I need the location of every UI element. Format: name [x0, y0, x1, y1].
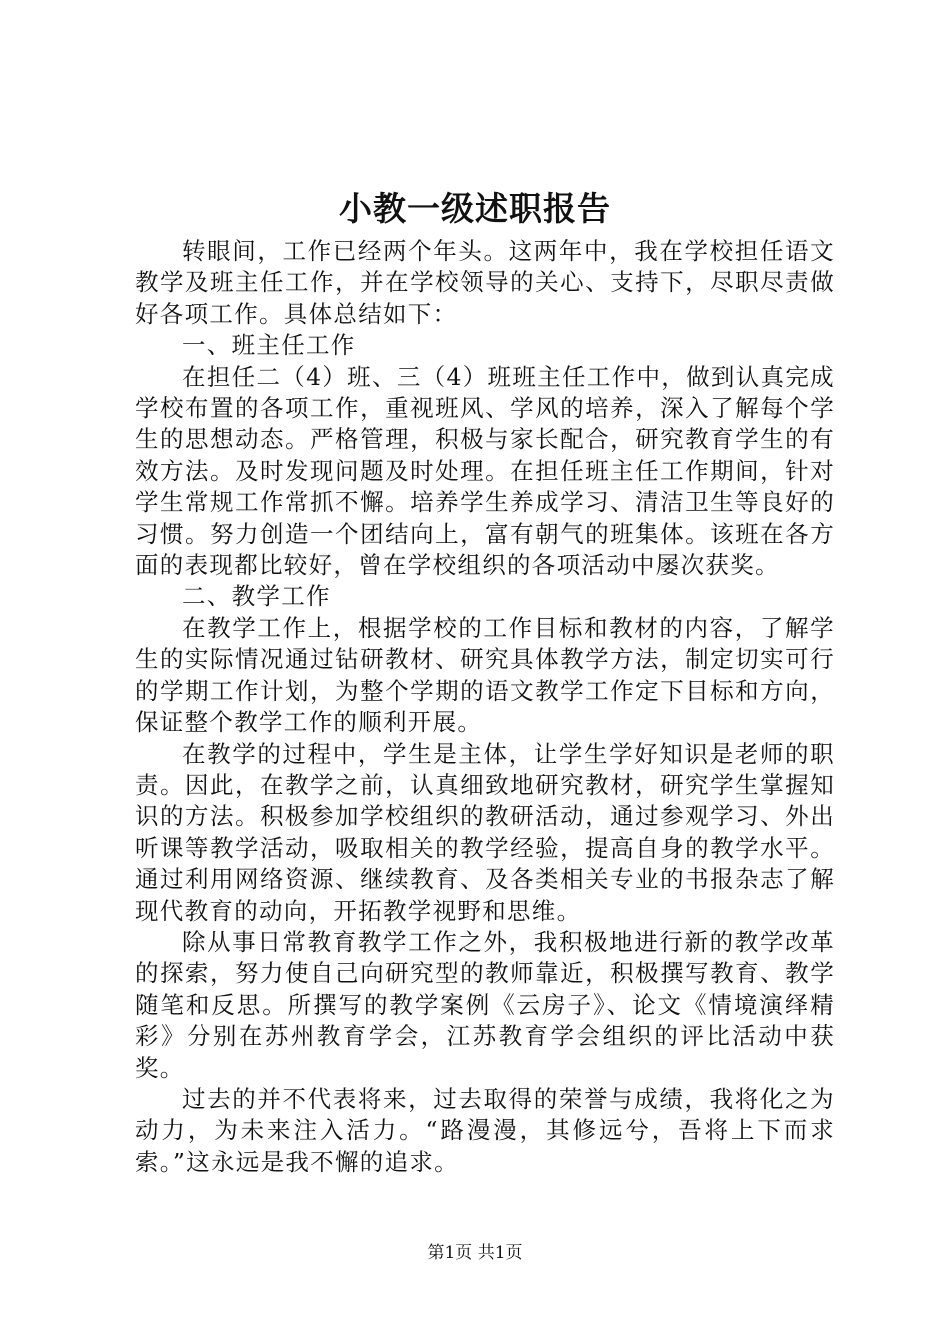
section-heading-teaching: 二、教学工作: [182, 582, 331, 611]
document-title: 小教一级述职报告: [339, 189, 611, 228]
document-body: [135, 236, 835, 1178]
paragraph-teaching-reform: 除从事日常教育教学工作之外，我积极地进行新的教学改革的探索，努力使自己向研究型的教师靠近，积极撰写教育、教学随笔和反思。所撰写的教学案例《云房子》、论文《情境演绎精彩》分别在苏州教育学会，江苏教育学会组织的评比活动中获奖。: [135, 927, 835, 1082]
paragraph-intro: 转眼间，工作已经两个年头。这两年中，我在学校担任语文教学及班主任工作，并在学校领导的关心、支持下，尽职尽责做好各项工作。具体总结如下：: [135, 237, 835, 328]
paragraph-class-teacher: 在担任二（4）班、三（4）班班主任工作中，做到认真完成学校布置的各项工作，重视班风、学风的培养，深入了解每个学生的思想动态。严格管理，积极与家长配合，研究教育学生的有效方法。及时发现问题及时处理。在担任班主任工作期间，针对学生常规工作常抓不懈。培养学生养成学习、清洁卫生等良好的习惯。努力创造一个团结向上，富有朝气的班集体。该班在各方面的表现都比较好，曾在学校组织的各项活动中屡次获奖。: [135, 362, 835, 580]
paragraph-teaching-plan: 在教学工作上，根据学校的工作目标和教材的内容，了解学生的实际情况通过钻研教材、研究具体教学方法，制定切实可行的学期工作计划，为整个学期的语文教学工作定下目标和方向，保证整个教学工作的顺利开展。: [135, 613, 835, 737]
paragraph-conclusion: 过去的并不代表将来，过去取得的荣誉与成绩，我将化之为动力，为未来注入活力。“路漫漫，其修远兮，吾将上下而求索。”这永远是我不懈的追求。: [135, 1084, 835, 1176]
paragraph-teaching-process: 在教学的过程中，学生是主体，让学生学好知识是老师的职责。因此，在教学之前，认真细致地研究教材，研究学生掌握知识的方法。积极参加学校组织的教研活动，通过参观学习、外出听课等教学活动，吸取相关的教学经验，提高自身的教学水平。通过利用网络资源、继续教育、及各类相关专业的书报杂志了解现代教育的动向，开拓教学视野和思维。: [135, 739, 835, 925]
section-heading-class-teacher: 一、班主任工作: [182, 331, 356, 360]
page-number-footer: 第1页 共1页: [427, 1243, 523, 1263]
